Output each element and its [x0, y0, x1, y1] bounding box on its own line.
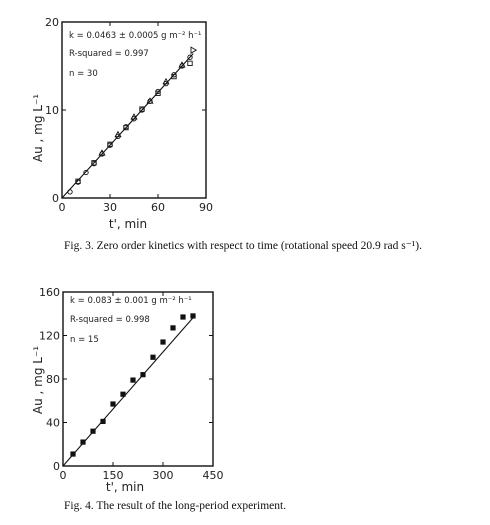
data-point	[68, 190, 72, 194]
x-tick-label: 300	[152, 469, 174, 482]
x-tick-label: 0	[59, 469, 67, 482]
x-axis-label: t', min	[105, 480, 145, 494]
y-tick-label: 120	[39, 329, 60, 343]
y-tick-label: 10	[45, 104, 59, 117]
data-point	[80, 439, 85, 444]
y-tick-label: 40	[46, 416, 60, 430]
data-point	[160, 339, 165, 344]
y-tick-label: 80	[46, 373, 60, 386]
annotation-n: n = 30	[69, 69, 98, 79]
y-tick-label: 0	[53, 460, 60, 473]
data-point	[130, 377, 135, 382]
data-point	[188, 61, 192, 65]
annotation-rate-constant: k = 0.083 ± 0.001 g m⁻² h⁻¹	[70, 296, 192, 306]
data-point	[110, 401, 115, 406]
data-point	[180, 314, 185, 319]
x-tick-label: 0	[58, 201, 66, 214]
data-point	[190, 313, 195, 318]
annotation-rate-constant: k = 0.0463 ± 0.0005 g m⁻² h⁻¹	[69, 31, 202, 41]
x-tick-label: 90	[199, 201, 213, 214]
figure-4-caption: Fig. 4. The result of the long-period experiment.	[64, 500, 287, 512]
x-tick-label: 60	[151, 201, 165, 214]
data-point	[100, 419, 105, 424]
x-axis-label: t', min	[108, 217, 148, 231]
data-point	[150, 355, 155, 360]
y-tick-label: 160	[39, 286, 60, 299]
figure-4-chart	[0, 270, 490, 495]
data-point	[170, 325, 175, 330]
annotation-n: n = 15	[70, 335, 99, 345]
data-point	[70, 451, 75, 456]
data-point	[90, 429, 95, 434]
data-point	[140, 372, 145, 377]
x-tick-label: 150	[102, 469, 124, 482]
y-axis-label: Au , mg L⁻¹	[31, 93, 45, 163]
annotation-r-squared: R-squared = 0.997	[69, 49, 149, 59]
y-tick-label: 0	[52, 192, 59, 205]
figure-3-caption: Fig. 3. Zero order kinetics with respect to time (rotational speed 20.9 rad s⁻¹).	[64, 240, 422, 252]
x-tick-label: 30	[103, 201, 117, 214]
data-point	[120, 392, 125, 397]
annotation-r-squared: R-squared = 0.998	[70, 315, 150, 325]
figure-3-chart	[0, 0, 490, 235]
x-tick-label: 450	[202, 469, 224, 482]
data-point	[191, 47, 196, 53]
y-tick-label: 20	[45, 16, 59, 29]
y-axis-label: Au , mg L⁻¹	[31, 345, 45, 415]
